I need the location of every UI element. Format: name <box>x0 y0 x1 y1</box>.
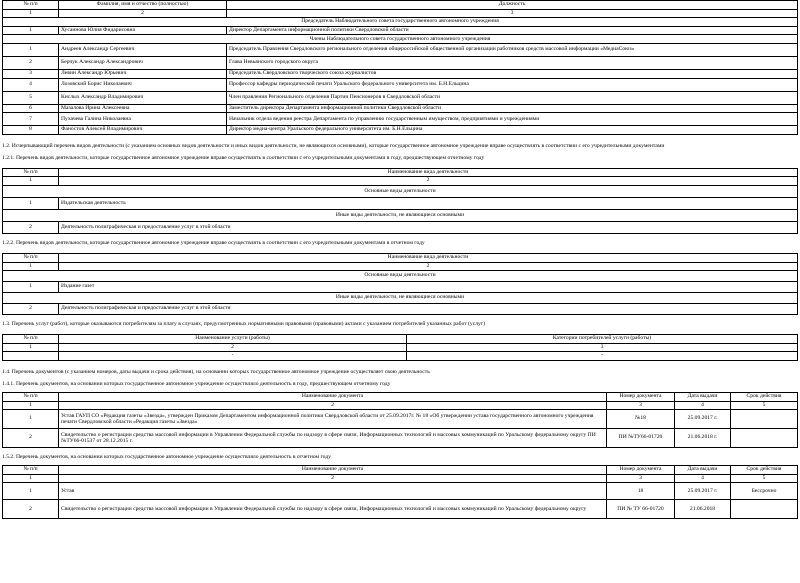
activities-report-year-table <box>2 253 798 315</box>
col-num: 1 <box>3 474 59 483</box>
row-document-number: ПИ № ТУ 66-01720 <box>607 500 675 519</box>
table-row <box>3 104 798 113</box>
row-position: Начальник отдела ведения реестра Департамента по управлению государственным имуществом, предприятиями и учреждениями <box>227 113 798 126</box>
col-num: 5 <box>731 401 798 410</box>
row-activity: Издательская деятельность <box>59 197 798 209</box>
row-activity: Деятельность полиграфическая и предоставление услуг в этой области <box>59 221 798 233</box>
activities-prev-year-table <box>2 168 798 234</box>
col-num: 2 <box>59 474 607 483</box>
row-name: Лозовский Борис Николаевич <box>59 78 227 91</box>
section-row <box>3 271 798 282</box>
row-num: 1 <box>3 410 59 429</box>
table-num-row <box>3 343 798 352</box>
table-row <box>3 500 798 519</box>
row-document-name: Свидетельство о регистрации средства массовой информации в Управлении Федеральной службы по надзору в сфере связи, Информационных технологий и массовых коммуникаций по Уральскому федеральному округу ПИ №ТУ66-01537 от 28.12.2015 г. <box>59 429 607 448</box>
table-row <box>3 352 798 361</box>
col-num: 1 <box>3 262 59 271</box>
col-num: 2 <box>59 177 798 186</box>
col-num: 2 <box>59 343 407 352</box>
row-position: Глава Невьянского городского округа <box>227 56 798 69</box>
row-position: Директор Департамента информационной политики Свердловской области <box>227 26 798 35</box>
row-num: 4 <box>3 78 59 91</box>
main-activities-title: Основные виды деятельности <box>3 185 798 197</box>
other-activities-title: Иные виды деятельности, не являющиеся основными <box>3 293 798 304</box>
row-num: 1 <box>3 483 59 500</box>
header-issue-date: Дата выдачи <box>675 466 731 475</box>
table-row <box>3 69 798 78</box>
table-header-row <box>3 392 798 401</box>
row-service: - <box>59 352 407 361</box>
header-num: № п/п <box>3 466 59 475</box>
header-validity: Срок действия <box>731 466 798 475</box>
board-table <box>2 0 798 135</box>
main-activities-title: Основные виды деятельности <box>3 271 798 282</box>
section-row <box>3 209 798 221</box>
col-num: 1 <box>3 343 59 352</box>
row-num: 1 <box>3 197 59 209</box>
row-document-name: Устав ГАУП СО «Редакция газеты «Звезда», утвержден Приказом Департаментом информационной политики Свердловской области от 25.09.2017г. № 18 «Об утверждении устава государственного автономного учреждения печати Свердловской области «Редакция газеты «Звезда» <box>59 410 607 429</box>
header-consumers: Категории потребителей услуги (работы) <box>407 335 798 344</box>
row-validity <box>731 410 798 429</box>
row-position: Председатель Свердловского творческого союза журналистов <box>227 69 798 78</box>
table-row <box>3 197 798 209</box>
header-document-number: Номер документа <box>607 466 675 475</box>
paragraph-1-3: 1.3. Перечень услуг (работ), которые оказываются потребителям за плату в случаях, предусмотренных нормативными правовыми (правовыми) актами с указанием потребителей указанных работ (услуг) <box>2 321 485 328</box>
col-num: 3 <box>227 9 798 18</box>
row-num: 6 <box>3 104 59 113</box>
row-num: 2 <box>3 429 59 448</box>
table-num-row <box>3 262 798 271</box>
header-activity-name: Наименование вида деятельности <box>59 253 798 262</box>
header-num: № п/п <box>3 253 59 262</box>
col-num: 2 <box>59 401 607 410</box>
table-num-row <box>3 401 798 410</box>
row-name: Кислых Александр Владимирович <box>59 91 227 104</box>
col-num: 2 <box>59 262 798 271</box>
row-document-name: Устав <box>59 483 607 500</box>
paragraph-1-2: 1.2. Исчерпывающий перечень видов деятельности (с указанием основных видов деятельности и иных видов деятельности, не являющихся основными), которые государственное автономное учреждение вправе осуществлять в соответствии с его учредительными документами <box>2 142 665 149</box>
row-issue-date: 25.09.2017 г. <box>675 483 731 500</box>
row-validity: Бессрочно <box>731 483 798 500</box>
col-num: 1 <box>3 177 59 186</box>
col-num: 1 <box>3 401 59 410</box>
table-num-row <box>3 177 798 186</box>
paragraph-1-4: 1.4. Перечень документов (с указанием номеров, даты выдачи и срока действия), на основании которых государственное автономное учреждение осуществляет свою деятельность <box>2 368 430 375</box>
row-document-number: ПИ №ТУ66-01720 <box>607 429 675 448</box>
chair-section-title: Председатель Наблюдательного совета государственного автономного учреждения <box>3 18 798 27</box>
table-header-row <box>3 168 798 177</box>
row-position: Директор медиа-центра Уральского федерального университета им. Б.Н.Ельцина <box>227 126 798 135</box>
header-document-name: Наименование документа <box>59 392 607 401</box>
paragraph-1-2-1: 1.2.1. Перечень видов деятельности, которые государственное автономное учреждение вправе осуществлять в соответствии с его учредительными документами в году, предшествующем отчетному году <box>2 154 485 161</box>
row-num: 1 <box>3 43 59 56</box>
header-num: № п/п <box>3 392 59 401</box>
row-issue-date: 25.09.2017 г. <box>675 410 731 429</box>
col-num: 2 <box>59 9 227 18</box>
section-row <box>3 293 798 304</box>
table-row <box>3 410 798 429</box>
row-num <box>3 352 59 361</box>
col-num: 3 <box>607 474 675 483</box>
row-num: 1 <box>3 282 59 293</box>
other-activities-title: Иные виды деятельности, не являющиеся основными <box>3 209 798 221</box>
row-name: Хусаинова Юлия Фидарисовна <box>59 26 227 35</box>
members-section-title: Члены Наблюдательного совета государственного автономного учреждения <box>3 35 798 44</box>
table-num-row <box>3 9 798 18</box>
header-document-name: Наименование документа <box>59 466 607 475</box>
row-num: 8 <box>3 126 59 135</box>
table-header-row <box>3 466 798 475</box>
col-num: 4 <box>675 401 731 410</box>
table-row <box>3 126 798 135</box>
header-activity-name: Наименование вида деятельности <box>59 168 798 177</box>
row-num: 2 <box>3 304 59 315</box>
header-num: № п/п <box>3 1 59 10</box>
row-num: 3 <box>3 69 59 78</box>
table-row <box>3 56 798 69</box>
paragraph-1-2-2: 1.2.2. Перечень видов деятельности, которые государственное автономное учреждение вправе осуществлять в соответствии с его учредительными документами в отчетном году <box>2 239 425 246</box>
table-row <box>3 221 798 233</box>
table-num-row <box>3 474 798 483</box>
row-num: 1 <box>3 26 59 35</box>
row-issue-date: 21.06.2018 <box>675 500 731 519</box>
paid-services-table <box>2 334 798 361</box>
section-row <box>3 18 798 27</box>
col-num: 1 <box>3 9 59 18</box>
row-consumers: - <box>407 352 798 361</box>
table-row <box>3 113 798 126</box>
table-row <box>3 304 798 315</box>
table-row <box>3 26 798 35</box>
row-name: Берчук Александр Александрович <box>59 56 227 69</box>
row-position: Профессор кафедры периодической печати Уральского федерального университета им. Б.Н.Ельцина <box>227 78 798 91</box>
header-position: Должность <box>227 1 798 10</box>
section-row <box>3 35 798 44</box>
row-name: Левин Александр Юрьевич <box>59 69 227 78</box>
row-document-number: 18 <box>607 483 675 500</box>
row-validity <box>731 429 798 448</box>
table-row <box>3 483 798 500</box>
row-num: 7 <box>3 113 59 126</box>
row-num: 2 <box>3 221 59 233</box>
row-num: 2 <box>3 56 59 69</box>
table-row <box>3 429 798 448</box>
header-validity: Срок действия <box>731 392 798 401</box>
paragraph-1-4-1: 1.4.1. Перечень документов, на основании которых государственное автономное учреждение осуществляло деятельность в году, предшествующем отчетному году <box>2 380 391 387</box>
row-name: Андреев Александр Сергеевич <box>59 43 227 56</box>
row-name: Пухачева Галина Николаевна <box>59 113 227 126</box>
paragraph-1-5-2: 1.5.2. Перечень документов, на основании которых государственное автономное учреждение осуществляло деятельность в отчетном году <box>2 454 331 461</box>
col-num: 5 <box>731 474 798 483</box>
col-num: 3 <box>407 343 798 352</box>
table-row <box>3 91 798 104</box>
col-num: 4 <box>675 474 731 483</box>
row-position: Заместитель директора Департамента информационной политики Свердловской области <box>227 104 798 113</box>
row-issue-date: 21.06.2018 г. <box>675 429 731 448</box>
section-row <box>3 185 798 197</box>
documents-prev-year-table <box>2 392 798 448</box>
table-row <box>3 282 798 293</box>
row-position: Председатель Правления Свердловского регионального отделения общероссийской общественной организации работников средств массовой информации «МедиаСоюз» <box>227 43 798 56</box>
row-name: Мазалова Ирина Алексеевна <box>59 104 227 113</box>
row-position: Член правления Регионального отделения Партии Пенсионеров в Свердловской области <box>227 91 798 104</box>
col-num: 3 <box>607 401 675 410</box>
table-row <box>3 78 798 91</box>
row-activity: Издание газет <box>59 282 798 293</box>
table-header-row <box>3 1 798 10</box>
header-service-name: Наименование услуги (работы) <box>59 335 407 344</box>
row-num: 5 <box>3 91 59 104</box>
header-num: № п/п <box>3 335 59 344</box>
table-header-row <box>3 253 798 262</box>
header-num: № п/п <box>3 168 59 177</box>
row-validity <box>731 500 798 519</box>
row-activity: Деятельность полиграфическая и предоставление услуг в этой области <box>59 304 798 315</box>
row-num: 2 <box>3 500 59 519</box>
header-issue-date: Дата выдачи <box>675 392 731 401</box>
row-document-name: Свидетельство о регистрации средства массовой информации в Управлении Федеральной службы по надзору в сфере связи, Информационных технологий и массовых коммуникаций по Уральскому федеральному округу <box>59 500 607 519</box>
documents-report-year-table <box>2 465 798 519</box>
header-document-number: Номер документа <box>607 392 675 401</box>
row-document-number: №18 <box>607 410 675 429</box>
table-row <box>3 43 798 56</box>
header-name: Фамилия, имя и отчество (полностью) <box>59 1 227 10</box>
row-name: Фаностов Алексей Владимирович <box>59 126 227 135</box>
table-header-row <box>3 335 798 344</box>
